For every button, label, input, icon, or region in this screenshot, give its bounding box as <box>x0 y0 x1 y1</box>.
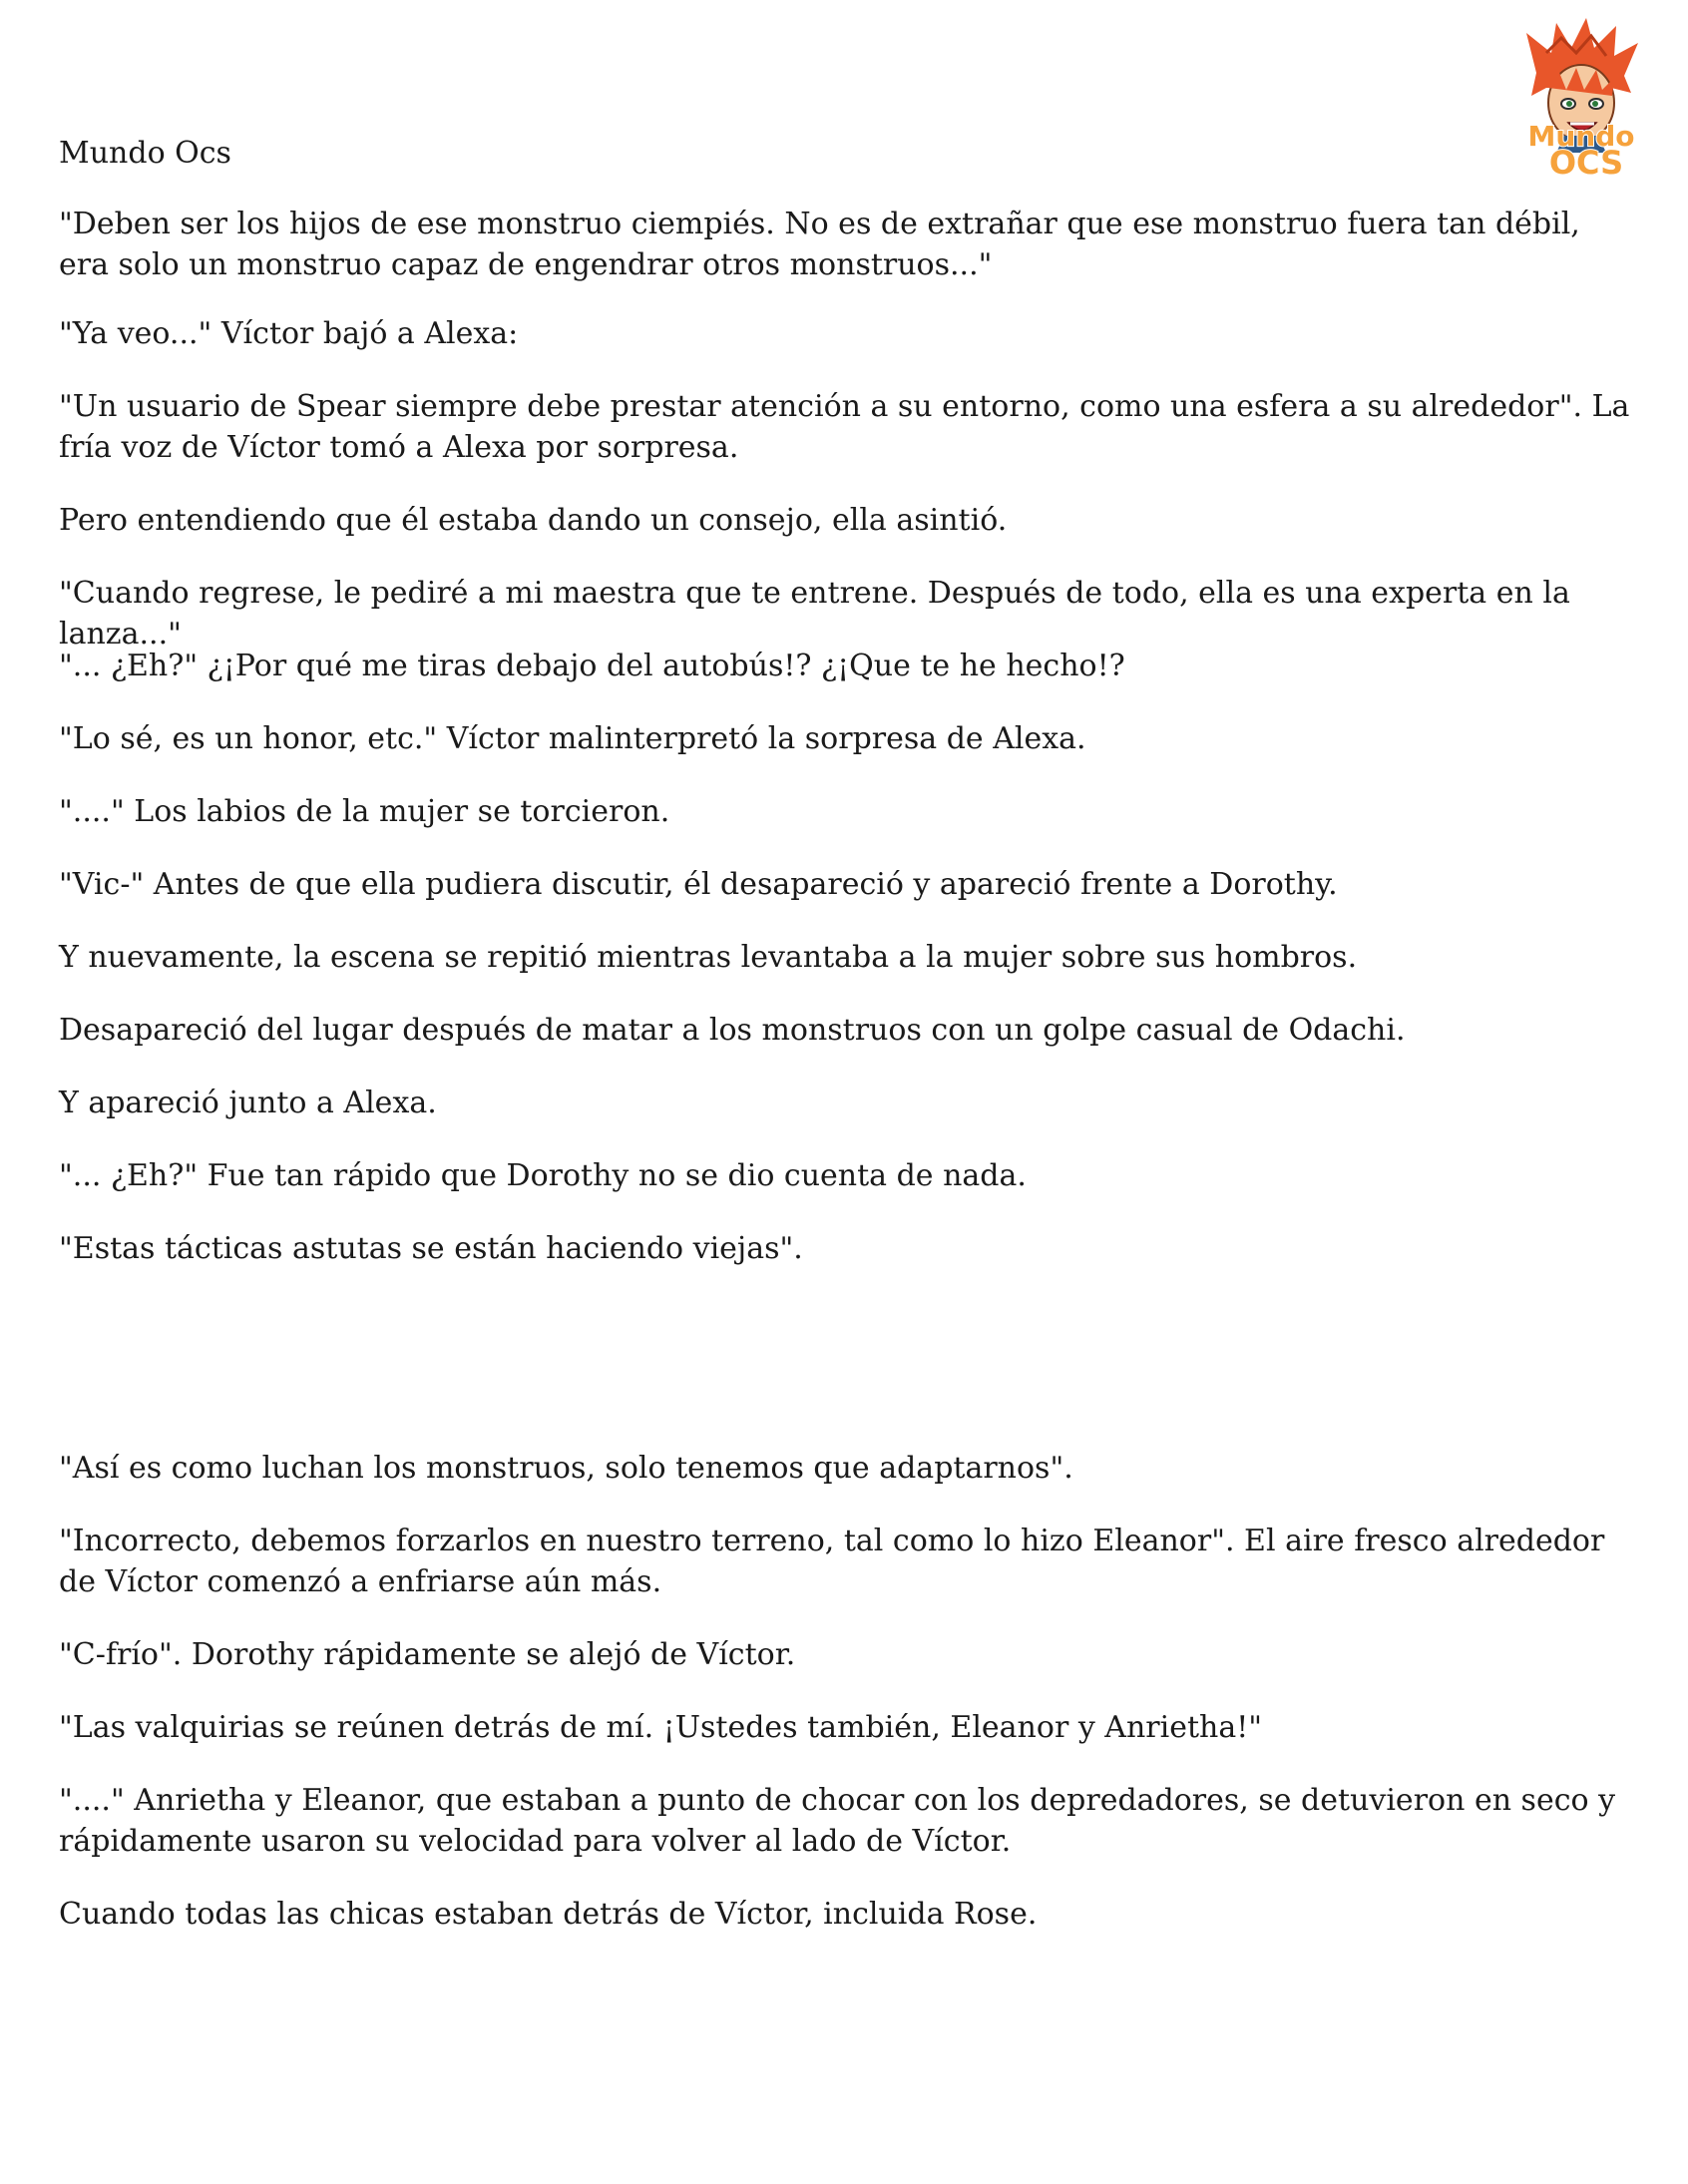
svg-text:OCS: OCS <box>1548 144 1624 178</box>
paragraph: "Así es como luchan los monstruos, solo tenemos que adaptarnos". <box>59 1451 1073 1486</box>
paragraph: "Estas tácticas astutas se están haciendo viejas". <box>59 1231 803 1266</box>
svg-text:Mundo: Mundo <box>1527 120 1635 153</box>
paragraph: Cuando todas las chicas estaban detrás de Víctor, incluida Rose. <box>59 1897 1038 1932</box>
paragraph: "...." Anrietha y Eleanor, que estaban a punto de chocar con los depredadores, se detuvieron en seco y rápidamente usaron su velocidad para volver al lado de Víctor. <box>59 1783 1616 1859</box>
paragraph: "Vic-" Antes de que ella pudiera discutir, él desapareció y apareció frente a Dorothy. <box>59 867 1338 902</box>
paragraph: "C-frío". Dorothy rápidamente se alejó de Víctor. <box>59 1637 796 1672</box>
paragraph: "Un usuario de Spear siempre debe prestar atención a su entorno, como una esfera a su alrededor". La fría voz de Víctor tomó a Alexa por sorpresa. <box>59 389 1630 465</box>
paragraph: "Ya veo..." Víctor bajó a Alexa: <box>59 316 519 351</box>
paragraph: Y apareció junto a Alexa. <box>59 1086 437 1120</box>
paragraph: "...." Los labios de la mujer se torcieron. <box>59 794 670 829</box>
paragraph: "Incorrecto, debemos forzarlos en nuestro terreno, tal como lo hizo Eleanor". El aire fresco alrededor de Víctor comenzó a enfriarse aún más. <box>59 1524 1605 1599</box>
paragraph: "Deben ser los hijos de ese monstruo ciempiés. No es de extrañar que ese monstruo fuera tan débil, era solo un monstruo capaz de engendrar otros monstruos..." <box>59 207 1580 282</box>
header-title: Mundo Ocs <box>59 136 231 171</box>
paragraph: Pero entendiendo que él estaba dando un consejo, ella asintió. <box>59 503 1008 538</box>
paragraph: "Lo sé, es un honor, etc." Víctor malinterpretó la sorpresa de Alexa. <box>59 721 1086 756</box>
mundo-ocs-logo <box>1506 18 1656 178</box>
paragraph: Y nuevamente, la escena se repitió mientras levantaba a la mujer sobre sus hombros. <box>59 940 1358 975</box>
paragraph: "Las valquirias se reúnen detrás de mí. ¡Ustedes también, Eleanor y Anrietha!" <box>59 1710 1263 1745</box>
paragraph: Desapareció del lugar después de matar a los monstruos con un golpe casual de Odachi. <box>59 1013 1406 1048</box>
paragraph: "... ¿Eh?" Fue tan rápido que Dorothy no se dio cuenta de nada. <box>59 1158 1027 1193</box>
paragraph: "... ¿Eh?" ¿¡Por qué me tiras debajo del autobús!? ¿¡Que te he hecho!? <box>59 649 1125 683</box>
paragraph: "Cuando regrese, le pediré a mi maestra que te entrene. Después de todo, ella es una experta en la lanza..." <box>59 576 1570 652</box>
